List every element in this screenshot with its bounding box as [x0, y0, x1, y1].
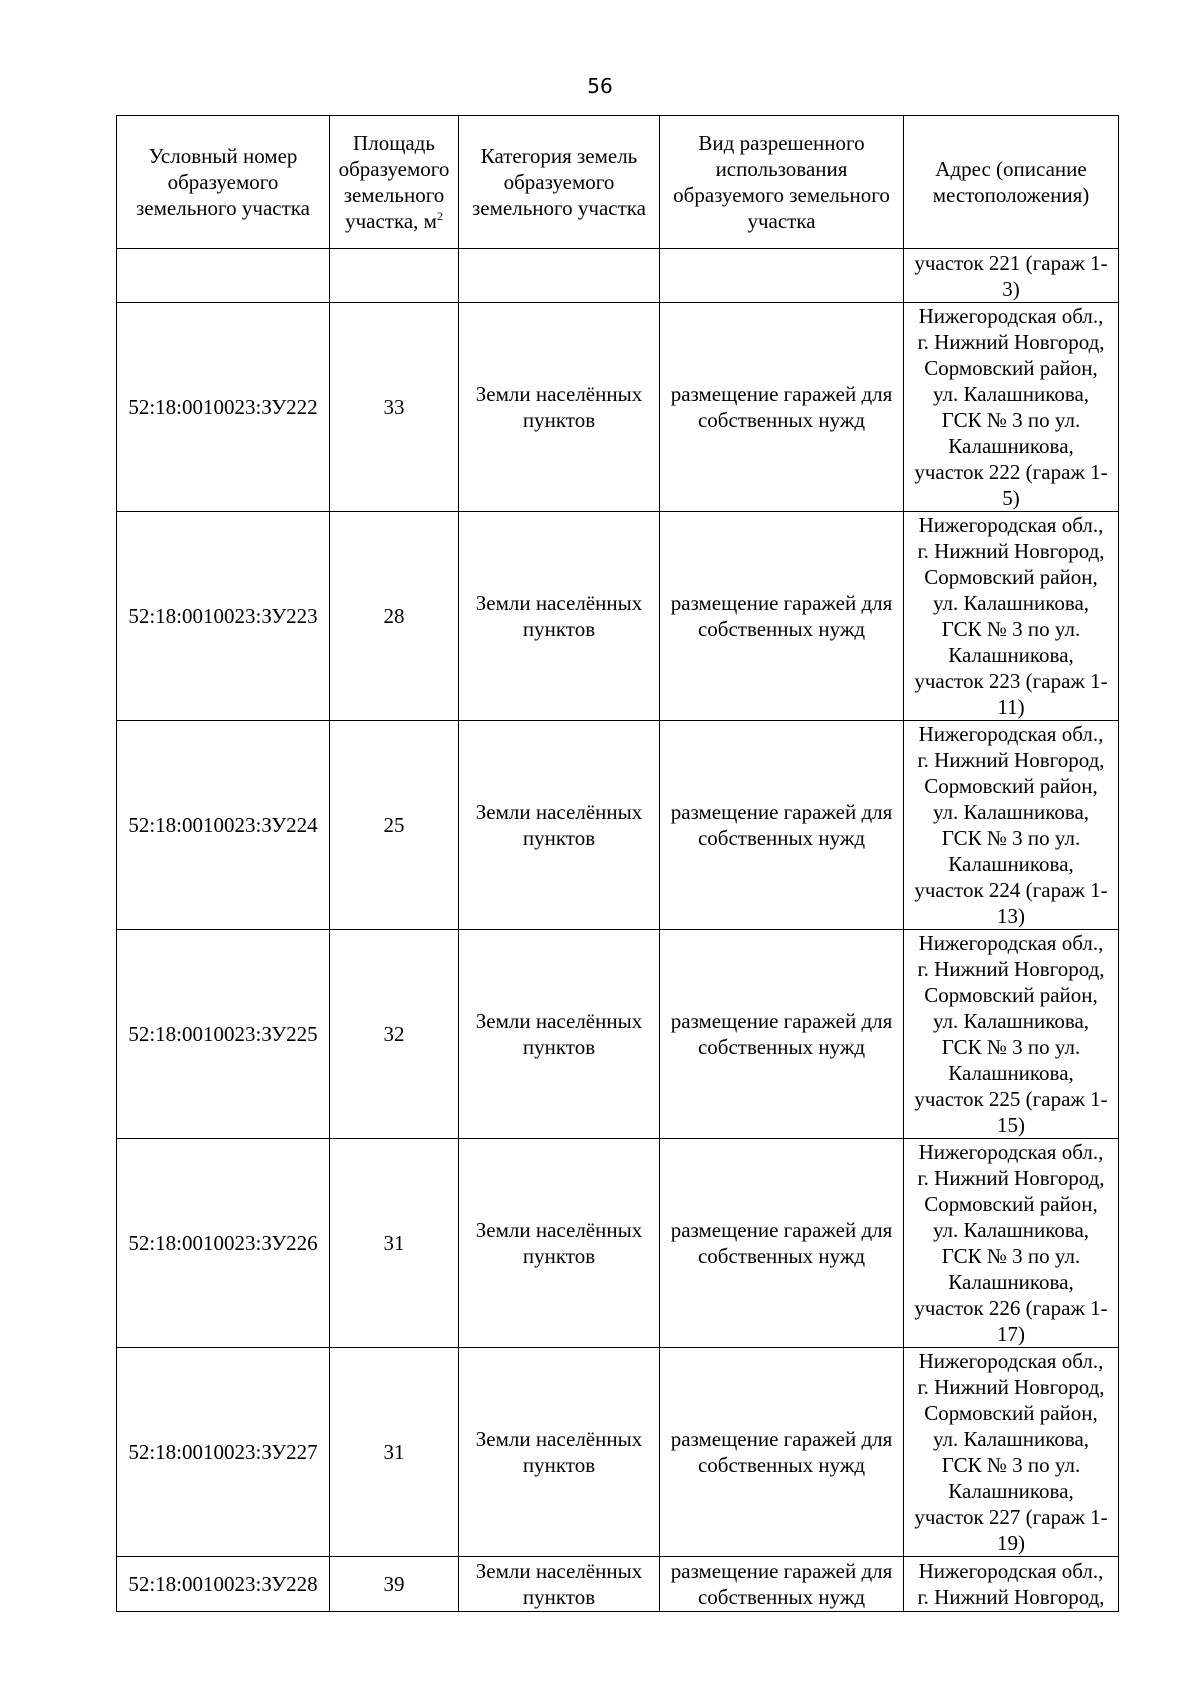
cell-number: 52:18:0010023:ЗУ223	[117, 512, 330, 721]
cell-area: 31	[330, 1139, 459, 1348]
cell-usage: размещение гаражей для собственных нужд	[660, 512, 904, 721]
cell-address: Нижегородская обл., г. Нижний Новгород, Сормовский район, ул. Калашникова, ГСК № 3 по ул. Калашникова, участок 225 (гараж 1- 15)	[904, 930, 1119, 1139]
cell-category: Земли населённых пунктов	[459, 1348, 660, 1557]
cell-category: Земли населённых пунктов	[459, 930, 660, 1139]
table-row	[117, 1139, 1119, 1348]
cell-usage: размещение гаражей для собственных нужд	[660, 303, 904, 512]
cell-number: 52:18:0010023:ЗУ228	[117, 1557, 330, 1612]
header-address: Адрес (описание местоположения)	[904, 116, 1119, 249]
cell-address: Нижегородская обл., г. Нижний Новгород, Сормовский район, ул. Калашникова, ГСК № 3 по ул. Калашникова, участок 226 (гараж 1- 17)	[904, 1139, 1119, 1348]
cell-category: Земли населённых пунктов	[459, 721, 660, 930]
header-category: Категория земель образуемого земельного участка	[459, 116, 660, 249]
cell-area: 32	[330, 930, 459, 1139]
cell-address: Нижегородская обл., г. Нижний Новгород, Сормовский район, ул. Калашникова, ГСК № 3 по ул. Калашникова, участок 223 (гараж 1- 11)	[904, 512, 1119, 721]
land-plots-table	[116, 115, 1119, 1612]
header-number: Условный номер образуемого земельного участка	[117, 116, 330, 249]
table-row	[117, 303, 1119, 512]
cell-category: Земли населённых пунктов	[459, 303, 660, 512]
cell-number: 52:18:0010023:ЗУ222	[117, 303, 330, 512]
cell-address: участок 221 (гараж 1- 3)	[904, 249, 1119, 303]
cell-number: 52:18:0010023:ЗУ227	[117, 1348, 330, 1557]
cell-usage: размещение гаражей для собственных нужд	[660, 1557, 904, 1612]
header-usage: Вид разрешенного использования образуемого земельного участка	[660, 116, 904, 249]
cell-number: 52:18:0010023:ЗУ225	[117, 930, 330, 1139]
cell-category	[459, 249, 660, 303]
cell-area: 25	[330, 721, 459, 930]
header-area-text: Площадь образуемого земельного участка, м	[338, 131, 450, 233]
cell-number	[117, 249, 330, 303]
cell-usage: размещение гаражей для собственных нужд	[660, 1139, 904, 1348]
header-area	[330, 116, 459, 249]
cell-usage: размещение гаражей для собственных нужд	[660, 721, 904, 930]
cell-number: 52:18:0010023:ЗУ224	[117, 721, 330, 930]
cell-category: Земли населённых пунктов	[459, 1557, 660, 1612]
page-number: 56	[587, 74, 613, 98]
cell-area: 39	[330, 1557, 459, 1612]
table-row	[117, 512, 1119, 721]
table-header-row	[117, 116, 1119, 249]
table-row	[117, 930, 1119, 1139]
cell-address: Нижегородская обл., г. Нижний Новгород, Сормовский район, ул. Калашникова, ГСК № 3 по ул. Калашникова, участок 227 (гараж 1- 19)	[904, 1348, 1119, 1557]
table-row-continuation	[117, 249, 1119, 303]
cell-area: 31	[330, 1348, 459, 1557]
cell-area: 28	[330, 512, 459, 721]
table-row-last	[117, 1557, 1119, 1612]
cell-usage	[660, 249, 904, 303]
cell-category: Земли населённых пунктов	[459, 512, 660, 721]
cell-number: 52:18:0010023:ЗУ226	[117, 1139, 330, 1348]
table-row	[117, 1348, 1119, 1557]
cell-area	[330, 249, 459, 303]
cell-usage: размещение гаражей для собственных нужд	[660, 930, 904, 1139]
cell-address: Нижегородская обл., г. Нижний Новгород, Сормовский район, ул. Калашникова, ГСК № 3 по ул. Калашникова, участок 222 (гараж 1- 5)	[904, 303, 1119, 512]
cell-area: 33	[330, 303, 459, 512]
cell-address: Нижегородская обл., г. Нижний Новгород,	[904, 1557, 1119, 1612]
cell-address: Нижегородская обл., г. Нижний Новгород, Сормовский район, ул. Калашникова, ГСК № 3 по ул. Калашникова, участок 224 (гараж 1- 13)	[904, 721, 1119, 930]
table-row	[117, 721, 1119, 930]
cell-usage: размещение гаражей для собственных нужд	[660, 1348, 904, 1557]
header-area-superscript: 2	[436, 209, 443, 223]
cell-category: Земли населённых пунктов	[459, 1139, 660, 1348]
